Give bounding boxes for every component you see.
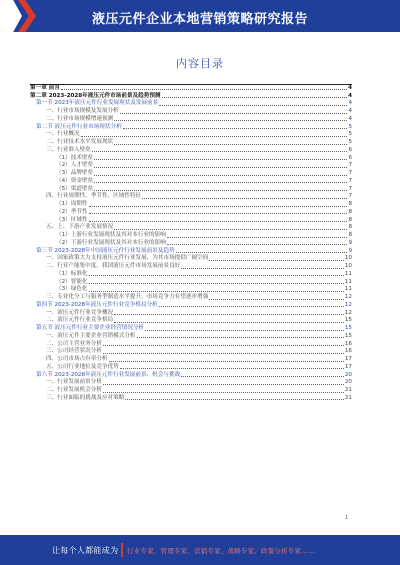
toc-entry[interactable] [30, 185, 352, 193]
toc-leader-dots [167, 244, 348, 245]
toc-entry-page: 8 [348, 216, 352, 223]
toc-leader-dots [114, 144, 347, 145]
toc-entry-page: 11 [344, 270, 352, 277]
toc-entry-page: 11 [344, 278, 352, 285]
toc-leader-dots [209, 299, 344, 300]
toc-entry-page: 21 [344, 387, 352, 393]
toc-entry-page: 16 [344, 340, 352, 347]
toc-entry-label: （5）渠道壁垒 [56, 185, 94, 192]
toc-leader-dots [89, 206, 348, 207]
toc-leader-dots [145, 330, 344, 331]
toc-entry[interactable] [30, 394, 352, 402]
toc-entry-page: 4 [348, 84, 352, 91]
toc-entry[interactable] [30, 270, 352, 278]
toc-leader-dots [103, 353, 344, 354]
toc-entry-label: 第一节 2023年液压元件行业发展现状及发展前景 [36, 100, 159, 107]
toc-leader-dots [94, 159, 347, 160]
toc-leader-dots [89, 221, 348, 222]
toc-entry[interactable] [30, 107, 352, 115]
toc-entry-page: 15 [344, 317, 352, 324]
toc-entry[interactable] [30, 177, 352, 185]
toc-entry-label: 四、行业周期性、季节性、区域性特征 [46, 193, 142, 200]
toc-entry-label: （2）下游行业发展现状及其对本行业的影响 [56, 239, 166, 246]
toc-entry[interactable] [30, 247, 352, 255]
toc-entry[interactable] [30, 193, 352, 201]
toc-entry-page: 15 [344, 325, 352, 331]
toc-entry-label: 五、上、下游产业发展情况 [46, 224, 114, 231]
toc-entry-label: 三、专业化分工与服务型制造水平提升，市场竞争力有望逐步增强 [46, 294, 209, 300]
toc-entry-label: 第三节 2023-2028年中国液压元件行业发展前景及趋势 [36, 247, 175, 254]
toc-entry-page: 7 [348, 185, 352, 192]
toc-entry-page: 8 [348, 224, 352, 231]
toc-entry-page: 9 [348, 239, 352, 246]
toc-entry[interactable] [30, 379, 352, 387]
toc-entry-label: 二、行业市场规模增速预测 [46, 115, 114, 122]
toc-entry-page: 15 [344, 332, 352, 339]
toc-entry-label: 第二节 液压元件行业市场现状分析 [36, 123, 122, 130]
toc-entry-label: 第六节 2023-2028年液压元件行业发展前景、机会与挑战 [36, 371, 181, 378]
toc-entry[interactable] [30, 255, 352, 263]
toc-leader-dots [94, 182, 347, 183]
toc-heading: 内容目录 [176, 57, 224, 70]
toc-leader-dots [181, 268, 344, 269]
toc-entry-page: 17 [344, 356, 352, 362]
toc-entry-label: （3）绿色化 [56, 286, 88, 293]
toc-entry[interactable] [30, 84, 352, 92]
toc-entry-page: 16 [344, 348, 352, 355]
toc-entry[interactable] [30, 355, 352, 363]
toc-leader-dots [123, 128, 348, 129]
toc-leader-dots [94, 167, 347, 168]
toc-entry[interactable] [30, 231, 352, 239]
toc-entry-label: 一、液压元件主要企业营销模式分析 [46, 332, 136, 339]
toc-entry-page: 7 [348, 170, 352, 176]
toc-entry-label: 三、行业准入壁垒 [46, 146, 91, 153]
toc-entry-page: 8 [348, 208, 352, 215]
toc-leader-dots [81, 136, 348, 137]
toc-leader-dots [137, 337, 344, 338]
toc-leader-dots [176, 252, 348, 253]
toc-leader-dots [159, 105, 347, 106]
toc-entry-page: 4 [348, 108, 352, 114]
toc-entry-label: （1）上游行业发展现状及其对本行业的影响 [56, 232, 166, 238]
toc-leader-dots [114, 322, 344, 323]
toc-entry[interactable] [30, 286, 352, 294]
toc-leader-dots [89, 291, 344, 292]
toc-entry-page: 12 [344, 294, 352, 300]
toc-entry-label: 四、公司市场占有率分析 [46, 356, 108, 362]
toc-entry-label: 第五节 液压元件行业主要企业经营情况分析 [36, 325, 145, 331]
toc-leader-dots [142, 198, 347, 199]
toc-entry[interactable] [30, 146, 352, 154]
toc-leader-dots [114, 314, 344, 315]
toc-entry[interactable] [30, 100, 352, 108]
toc-entry-label: （1）周期性 [56, 201, 88, 207]
toc-leader-dots [89, 283, 344, 284]
toc-entry-page: 5 [348, 131, 352, 138]
toc-entry-page: 10 [344, 255, 352, 262]
toc-entry-label: （2）人才壁垒 [56, 162, 94, 169]
toc-entry-page: 21 [344, 394, 352, 401]
toc-entry[interactable] [30, 301, 352, 309]
toc-entry-page: 5 [348, 139, 352, 145]
toc-entry-label: 二、行业发展机会分析 [46, 387, 102, 393]
toc-entry[interactable] [30, 200, 352, 208]
toc-entry-label: 一、行业发展前景分析 [46, 379, 102, 386]
toc-entry-label: （1）标准化 [56, 270, 88, 277]
toc-leader-dots [61, 89, 347, 90]
table-of-contents [30, 84, 352, 402]
toc-leader-dots [120, 113, 348, 114]
toc-entry[interactable] [30, 224, 352, 232]
toc-entry[interactable] [30, 138, 352, 146]
toc-entry-page: 5 [348, 123, 352, 130]
toc-entry-label: 三、行业面临的挑战及应对策略 [46, 394, 125, 401]
toc-entry[interactable] [30, 386, 352, 394]
toc-entry-page: 7 [348, 193, 352, 200]
toc-entry[interactable] [30, 293, 352, 301]
toc-entry[interactable] [30, 340, 352, 348]
toc-leader-dots [94, 190, 347, 191]
toc-entry[interactable] [30, 324, 352, 332]
toc-entry[interactable] [30, 131, 352, 139]
toc-entry-label: （3）品牌壁垒 [56, 170, 94, 176]
toc-leader-dots [114, 120, 347, 121]
toc-leader-dots [103, 384, 344, 385]
toc-leader-dots [94, 175, 347, 176]
toc-leader-dots [109, 361, 344, 362]
toc-entry[interactable] [30, 115, 352, 123]
toc-leader-dots [181, 376, 344, 377]
toc-leader-dots [159, 306, 344, 307]
toc-entry-page: 10 [344, 263, 352, 269]
toc-entry-page: 4 [348, 100, 352, 107]
toc-entry-page: 20 [344, 379, 352, 386]
toc-leader-dots [162, 97, 348, 98]
toc-entry-page: 20 [344, 371, 352, 378]
toc-entry-label: （3）区域性 [56, 216, 88, 223]
toc-entry[interactable] [30, 262, 352, 270]
toc-entry[interactable] [30, 239, 352, 247]
toc-leader-dots [125, 399, 344, 400]
toc-entry-page: 4 [348, 92, 352, 99]
toc-leader-dots [92, 151, 348, 152]
toc-leader-dots [167, 237, 348, 238]
toc-entry[interactable] [30, 169, 352, 177]
toc-entry[interactable] [30, 371, 352, 379]
toc-entry[interactable] [30, 363, 352, 371]
toc-leader-dots [114, 229, 347, 230]
toc-entry-label: 第二章 2023-2028年液压元件市场前景及趋势预测 [30, 92, 161, 99]
toc-entry-label: 二、行业产能集中度，我国液压元件市场发展前景良好 [46, 263, 181, 269]
toc-entry-label: 二、公司主营业务分析 [46, 340, 102, 347]
toc-entry-page: 8 [348, 232, 352, 238]
toc-entry-label: 一、国家政策大力支持液压元件行业发展，为其市场提供广阔空间 [46, 255, 209, 262]
toc-entry-label: 二、液压元件行业竞争格局 [46, 317, 114, 324]
toc-entry-label: 一、行业概况 [46, 131, 80, 138]
toc-entry-label: （1）技术壁垒 [56, 154, 94, 161]
toc-entry[interactable] [30, 317, 352, 325]
toc-leader-dots [120, 368, 344, 369]
toc-leader-dots [209, 260, 344, 261]
footer-tagline: 行业专家、管理专家、营销专家、战略专家、政策分析专家…… [127, 547, 315, 555]
toc-entry[interactable] [30, 162, 352, 170]
toc-entry-page: 8 [348, 201, 352, 207]
footer-slogan: 让每个人都能成为 [52, 546, 119, 555]
toc-entry-page: 7 [348, 162, 352, 169]
footer-banner [0, 535, 400, 565]
toc-leader-dots [89, 213, 348, 214]
page-number: 1 [345, 515, 349, 521]
toc-entry-label: 一、行业市场规模及发展分析 [46, 108, 119, 114]
toc-entry-label: （2）季节性 [56, 208, 88, 215]
toc-entry-label: （4）资金壁垒 [56, 177, 94, 184]
footer-divider [121, 543, 123, 557]
toc-entry[interactable] [30, 348, 352, 356]
toc-entry-page: 7 [348, 177, 352, 184]
report-header-banner [0, 0, 400, 32]
toc-entry-label: （2）智能化 [56, 278, 88, 285]
toc-entry-label: 一、液压元件行业竞争概况 [46, 309, 114, 316]
toc-entry-page: 17 [344, 363, 352, 370]
toc-leader-dots [103, 392, 344, 393]
toc-entry[interactable] [30, 208, 352, 216]
toc-entry-page: 4 [348, 115, 352, 122]
toc-entry-page: 6 [348, 154, 352, 161]
toc-entry[interactable] [30, 216, 352, 224]
toc-entry-label: 第四节 2023-2028年液压元件行业竞争格局分析 [36, 301, 158, 308]
toc-entry-label: 三、公司经营状况分析 [46, 348, 102, 355]
toc-entry-label: 五、公司行业地位及竞争优势 [46, 363, 119, 370]
toc-entry-label: 二、行业技术水平发展现状 [46, 139, 114, 145]
report-title: 液压元件企业本地营销策略研究报告 [91, 12, 308, 27]
toc-entry[interactable] [30, 278, 352, 286]
toc-entry-page: 11 [344, 286, 352, 293]
toc-entry[interactable] [30, 154, 352, 162]
toc-entry[interactable] [30, 309, 352, 317]
toc-entry-page: 9 [348, 247, 352, 254]
toc-leader-dots [89, 275, 344, 276]
toc-entry-page: 12 [344, 309, 352, 316]
toc-entry[interactable] [30, 332, 352, 340]
toc-leader-dots [103, 345, 344, 346]
toc-entry[interactable] [30, 123, 352, 131]
toc-entry-label: 第一章 前言 [30, 84, 60, 91]
toc-entry[interactable] [30, 92, 352, 100]
toc-entry-page: 12 [344, 301, 352, 308]
toc-entry-page: 6 [348, 146, 352, 153]
